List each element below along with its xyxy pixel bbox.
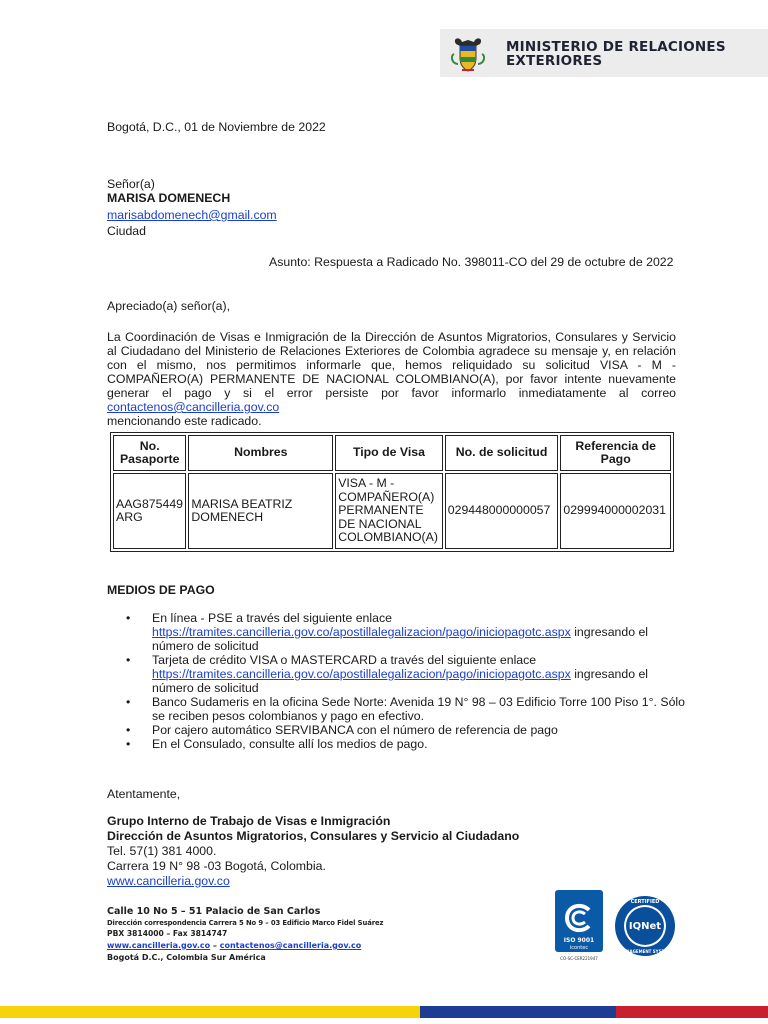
footer-separator: – (210, 941, 220, 950)
iqnet-ring-top: CERTIFIED (630, 899, 660, 905)
letter-body-closing: mencionando este radicado. (107, 414, 262, 428)
bullet-icon: • (126, 653, 131, 667)
footer-email-link[interactable]: contactenos@cancilleria.gov.co (219, 941, 362, 950)
signature-phone: Tel. 57(1) 381 4000. (107, 844, 217, 858)
list-item (126, 723, 686, 737)
payment-method-text: En línea - PSE a través del siguiente enlace (152, 611, 392, 625)
footer-correspondence: Dirección correspondencia Carrera 5 No 9 – 03 Edificio Marco Fidel Suárez (107, 919, 384, 927)
signature-direction: Dirección de Asuntos Migratorios, Consulares y Servicio al Ciudadano (107, 829, 520, 843)
payment-method-note: ingresando el número de solicitud (152, 625, 649, 653)
list-item (126, 695, 686, 723)
closing: Atentamente, (107, 787, 181, 801)
payment-methods-list (126, 611, 686, 751)
icontec-brand: icontec (569, 945, 589, 951)
bullet-icon: • (126, 737, 131, 751)
signature-address: Carrera 19 N° 98 -03 Bogotá, Colombia. (107, 859, 326, 873)
visa-request-table (110, 432, 674, 552)
payment-link[interactable]: https://tramites.cancilleria.gov.co/apostillalegalizacion/pago/iniciopagotc.aspx (152, 667, 571, 681)
stripe-blue (420, 1006, 616, 1018)
stripe-yellow (0, 1006, 420, 1018)
letter-subject: Asunto: Respuesta a Radicado No. 398011-CO del 29 de octubre de 2022 (269, 255, 674, 269)
payment-method-text: Tarjeta de crédito VISA o MASTERCARD a través del siguiente enlace (152, 653, 537, 667)
bullet-icon: • (126, 723, 131, 737)
signature-group: Grupo Interno de Trabajo de Visas e Inmigración (107, 814, 391, 828)
payment-method-text: Banco Sudameris en la oficina Sede Norte: Avenida 19 N° 98 – 03 Edificio Torre 100 Piso 1°. Sólo se reciben pesos colombianos y pago en efectivo. (152, 695, 686, 723)
recipient-city: Ciudad (107, 224, 146, 238)
column-header-names: Nombres (188, 435, 333, 471)
letter-body (107, 330, 676, 428)
icontec-label: ISO 9001 (563, 937, 595, 944)
recipient-title: Señor(a) (107, 177, 155, 191)
cell-names: MARISA BEATRIZ DOMENECH (188, 473, 333, 549)
colombia-coat-of-arms-icon (448, 34, 488, 74)
column-header-passport: No. Pasaporte (113, 435, 186, 471)
stripe-red (616, 1006, 768, 1018)
bullet-icon: • (126, 611, 131, 625)
list-item (126, 611, 686, 653)
cell-visa-type: VISA - M - COMPAÑERO(A) PERMANENTE DE NACIONAL COLOMBIANO(A) (335, 473, 443, 549)
cell-request-number: 029448000000057 (445, 473, 559, 549)
column-header-visa-type: Tipo de Visa (335, 435, 443, 471)
iqnet-certified-seal-icon (614, 895, 676, 957)
bullet-icon: • (126, 695, 131, 709)
footer-phone: PBX 3814000 – Fax 3814747 (107, 929, 228, 938)
payment-link[interactable]: https://tramites.cancilleria.gov.co/apostillalegalizacion/pago/iniciopagotc.aspx (152, 625, 571, 639)
cell-passport: AAG875449 ARG (113, 473, 186, 549)
ministry-name (506, 40, 726, 68)
footer-links (107, 941, 361, 951)
list-item (126, 737, 686, 751)
ministry-name-line1: MINISTERIO DE RELACIONES (506, 39, 726, 55)
icontec-code: CO-SC-CER221947 (560, 956, 598, 961)
flag-color-stripe (0, 1006, 768, 1018)
icontec-iso9001-seal-icon (555, 890, 603, 962)
recipient-email-link[interactable]: marisabdomenech@gmail.com (107, 208, 277, 222)
payment-method-note: ingresando el número de solicitud (152, 667, 649, 695)
column-header-request-number: No. de solicitud (445, 435, 559, 471)
letter-greeting: Apreciado(a) señor(a), (107, 299, 231, 313)
contact-email-link[interactable]: contactenos@cancilleria.gov.co (107, 400, 280, 414)
recipient-name: MARISA DOMENECH (107, 191, 231, 205)
payment-methods-title: MEDIOS DE PAGO (107, 583, 215, 597)
column-header-payment-reference: Referencia de Pago (560, 435, 671, 471)
letter-date: Bogotá, D.C., 01 de Noviembre de 2022 (107, 120, 326, 134)
footer-website-link[interactable]: www.cancilleria.gov.co (107, 941, 211, 950)
signature-website-link[interactable]: www.cancilleria.gov.co (107, 874, 230, 888)
table-header-row (113, 435, 671, 471)
footer-city: Bogotá D.C., Colombia Sur América (107, 953, 266, 962)
iqnet-ring-bottom: MANAGEMENT SYSTEM (619, 949, 671, 954)
payment-method-text: Por cajero automático SERVIBANCA con el número de referencia de pago (152, 723, 558, 737)
table-row (113, 473, 671, 549)
payment-method-text: En el Consulado, consulte allí los medios de pago. (152, 737, 428, 751)
ministry-name-line2: EXTERIORES (506, 53, 603, 69)
letter-body-text: La Coordinación de Visas e Inmigración de la Dirección de Asuntos Migratorios, Consulares y Servicio al Ciudadano del Ministerio de Relaciones Exteriores de Colombia agradece su mensaje y, en relación con el mismo, nos permitimos informarle que, hemos reliquidado su solicitud VISA - M - COMPAÑERO(A) PERMANENTE DE NACIONAL COLOMBIANO(A), por favor intente nuevamente generar el pago y si el error persiste por favor informarlo inmediatamente al correo (107, 330, 676, 400)
iqnet-brand: IQNet (628, 921, 662, 932)
footer-address: Calle 10 No 5 – 51 Palacio de San Carlos (107, 906, 321, 917)
cell-payment-reference: 029994000002031 (560, 473, 671, 549)
list-item (126, 653, 686, 695)
